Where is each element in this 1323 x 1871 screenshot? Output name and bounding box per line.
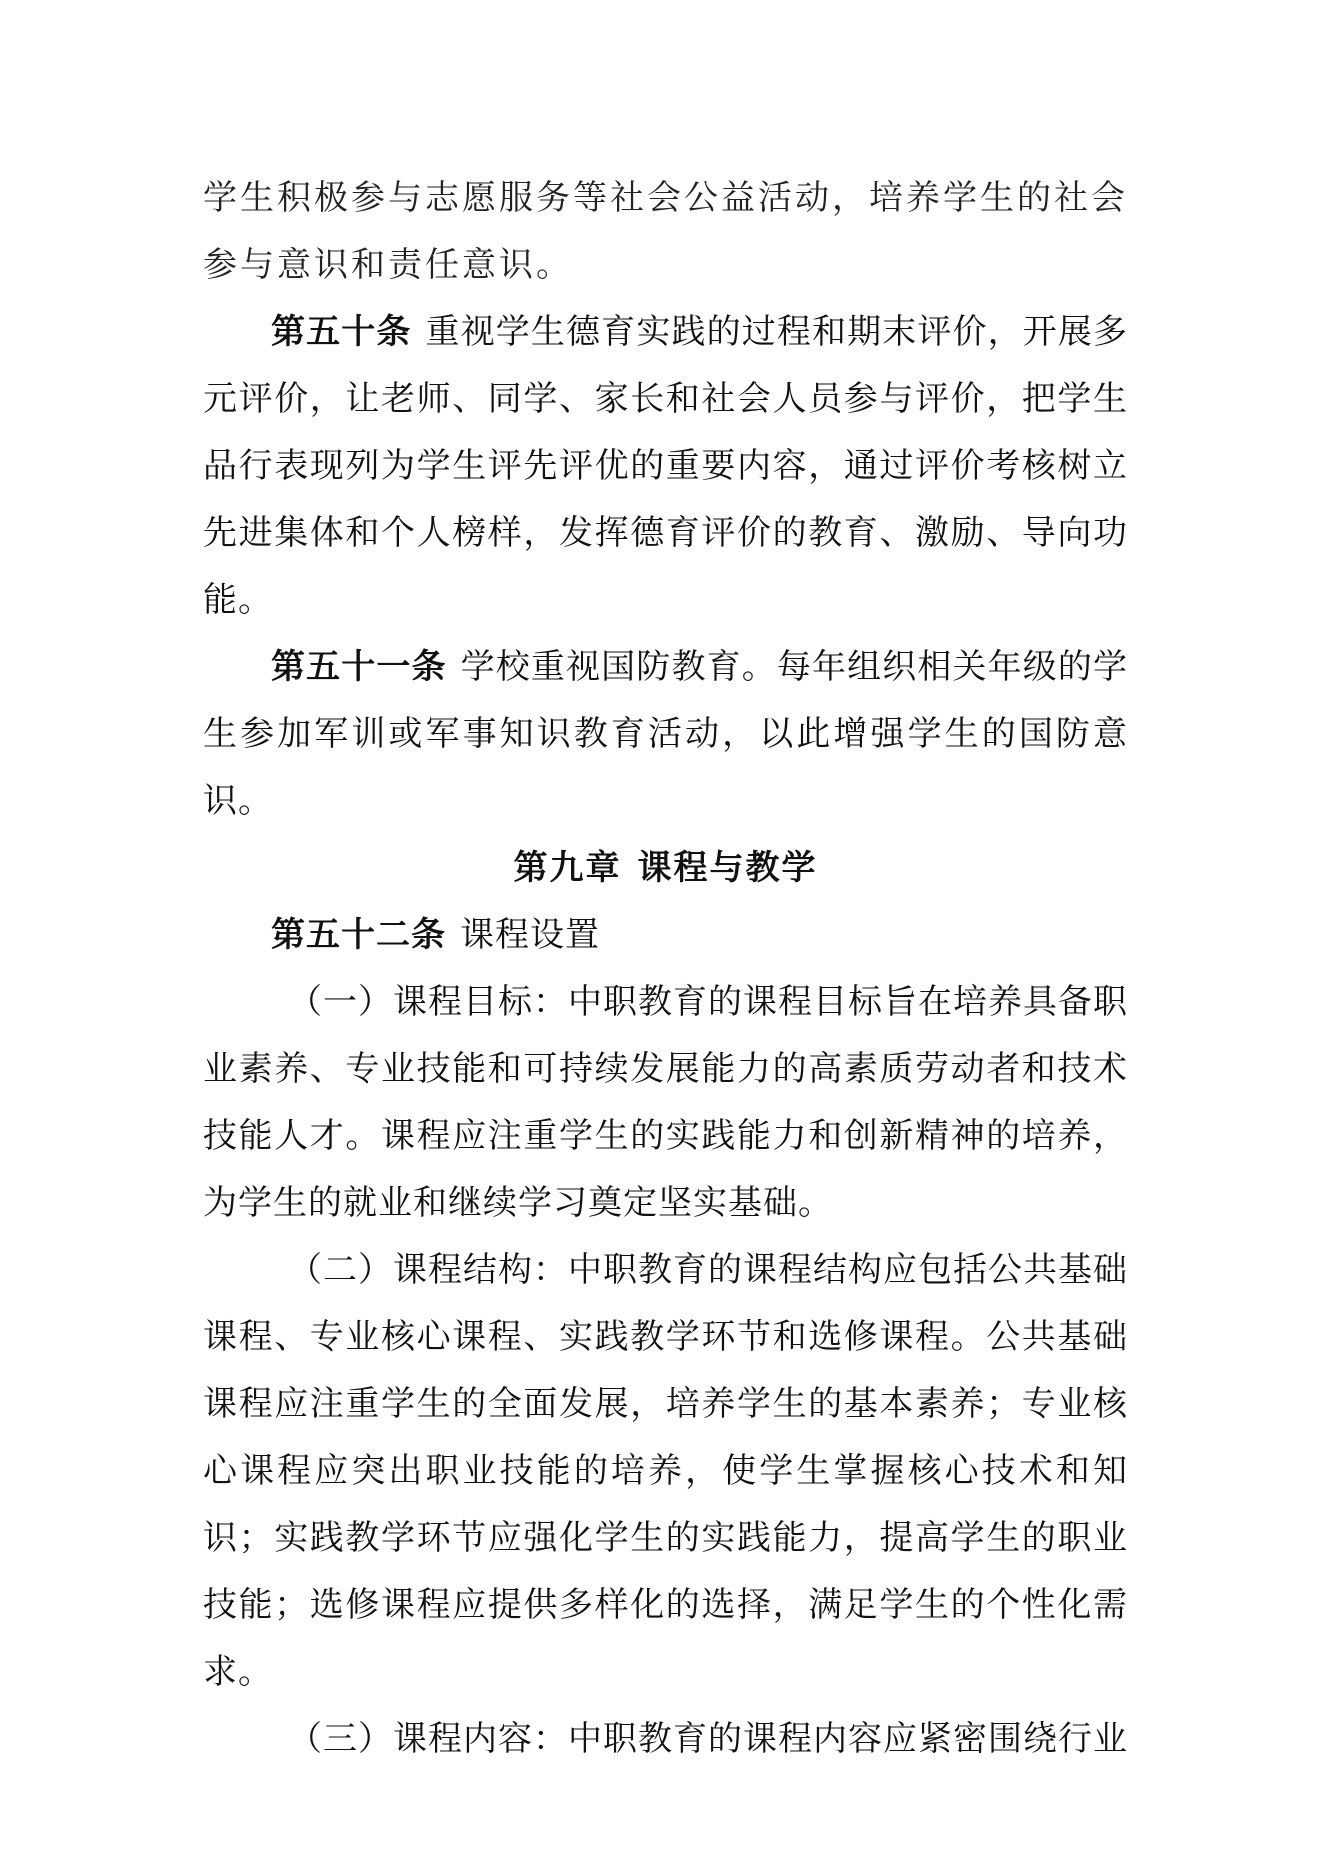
chapter-heading xyxy=(203,835,1128,902)
article-50-text: 重视学生德育实践的过程和期末评价，开展多元评价，让老师、同学、家长和社会人员参与评价，把学生品行表现列为学生评先评优的重要内容，通过评价考核树立先进集体和个人榜样，发挥德育评价的教育、激励、导向功能。 xyxy=(203,312,1129,620)
article-51-text: 学校重视国防教育。每年组织相关年级的学生参加军训或军事知识教育活动，以此增强学生的国防意识。 xyxy=(203,647,1129,821)
continuation-paragraph: 学生积极参与志愿服务等社会公益活动，培养学生的社会参与意识和责任意识。 xyxy=(203,178,1128,285)
item-3-paragraph: （三）课程内容：中职教育的课程内容应紧密围绕行业 xyxy=(288,1719,1128,1759)
page-body xyxy=(203,165,1128,1773)
article-52-paragraph xyxy=(203,902,1128,969)
item-2-paragraph: （二）课程结构：中职教育的课程结构应包括公共基础课程、专业核心课程、实践教学环节和选修课程。公共基础课程应注重学生的全面发展，培养学生的基本素养；专业核心课程应突出职业技能的培养，使学生掌握核心技术和知识；实践教学环节应强化学生的实践能力，提高学生的职业技能；选修课程应提供多样化的选择，满足学生的个性化需求。 xyxy=(203,1250,1128,1692)
item-1-paragraph: （一）课程目标：中职教育的课程目标旨在培养具备职业素养、专业技能和可持续发展能力的高素质劳动者和技术技能人才。课程应注重学生的实践能力和创新精神的培养，为学生的就业和继续学习奠定坚实基础。 xyxy=(203,982,1128,1223)
article-51-paragraph xyxy=(203,634,1128,835)
article-52-text: 课程设置 xyxy=(460,915,600,955)
article-52-label: 第五十二条 xyxy=(271,915,446,955)
article-50-paragraph xyxy=(203,299,1128,634)
article-50-label: 第五十条 xyxy=(271,312,412,352)
chapter-title: 课程与教学 xyxy=(637,848,818,888)
chapter-number: 第九章 xyxy=(513,848,622,888)
article-51-label: 第五十一条 xyxy=(271,647,447,687)
